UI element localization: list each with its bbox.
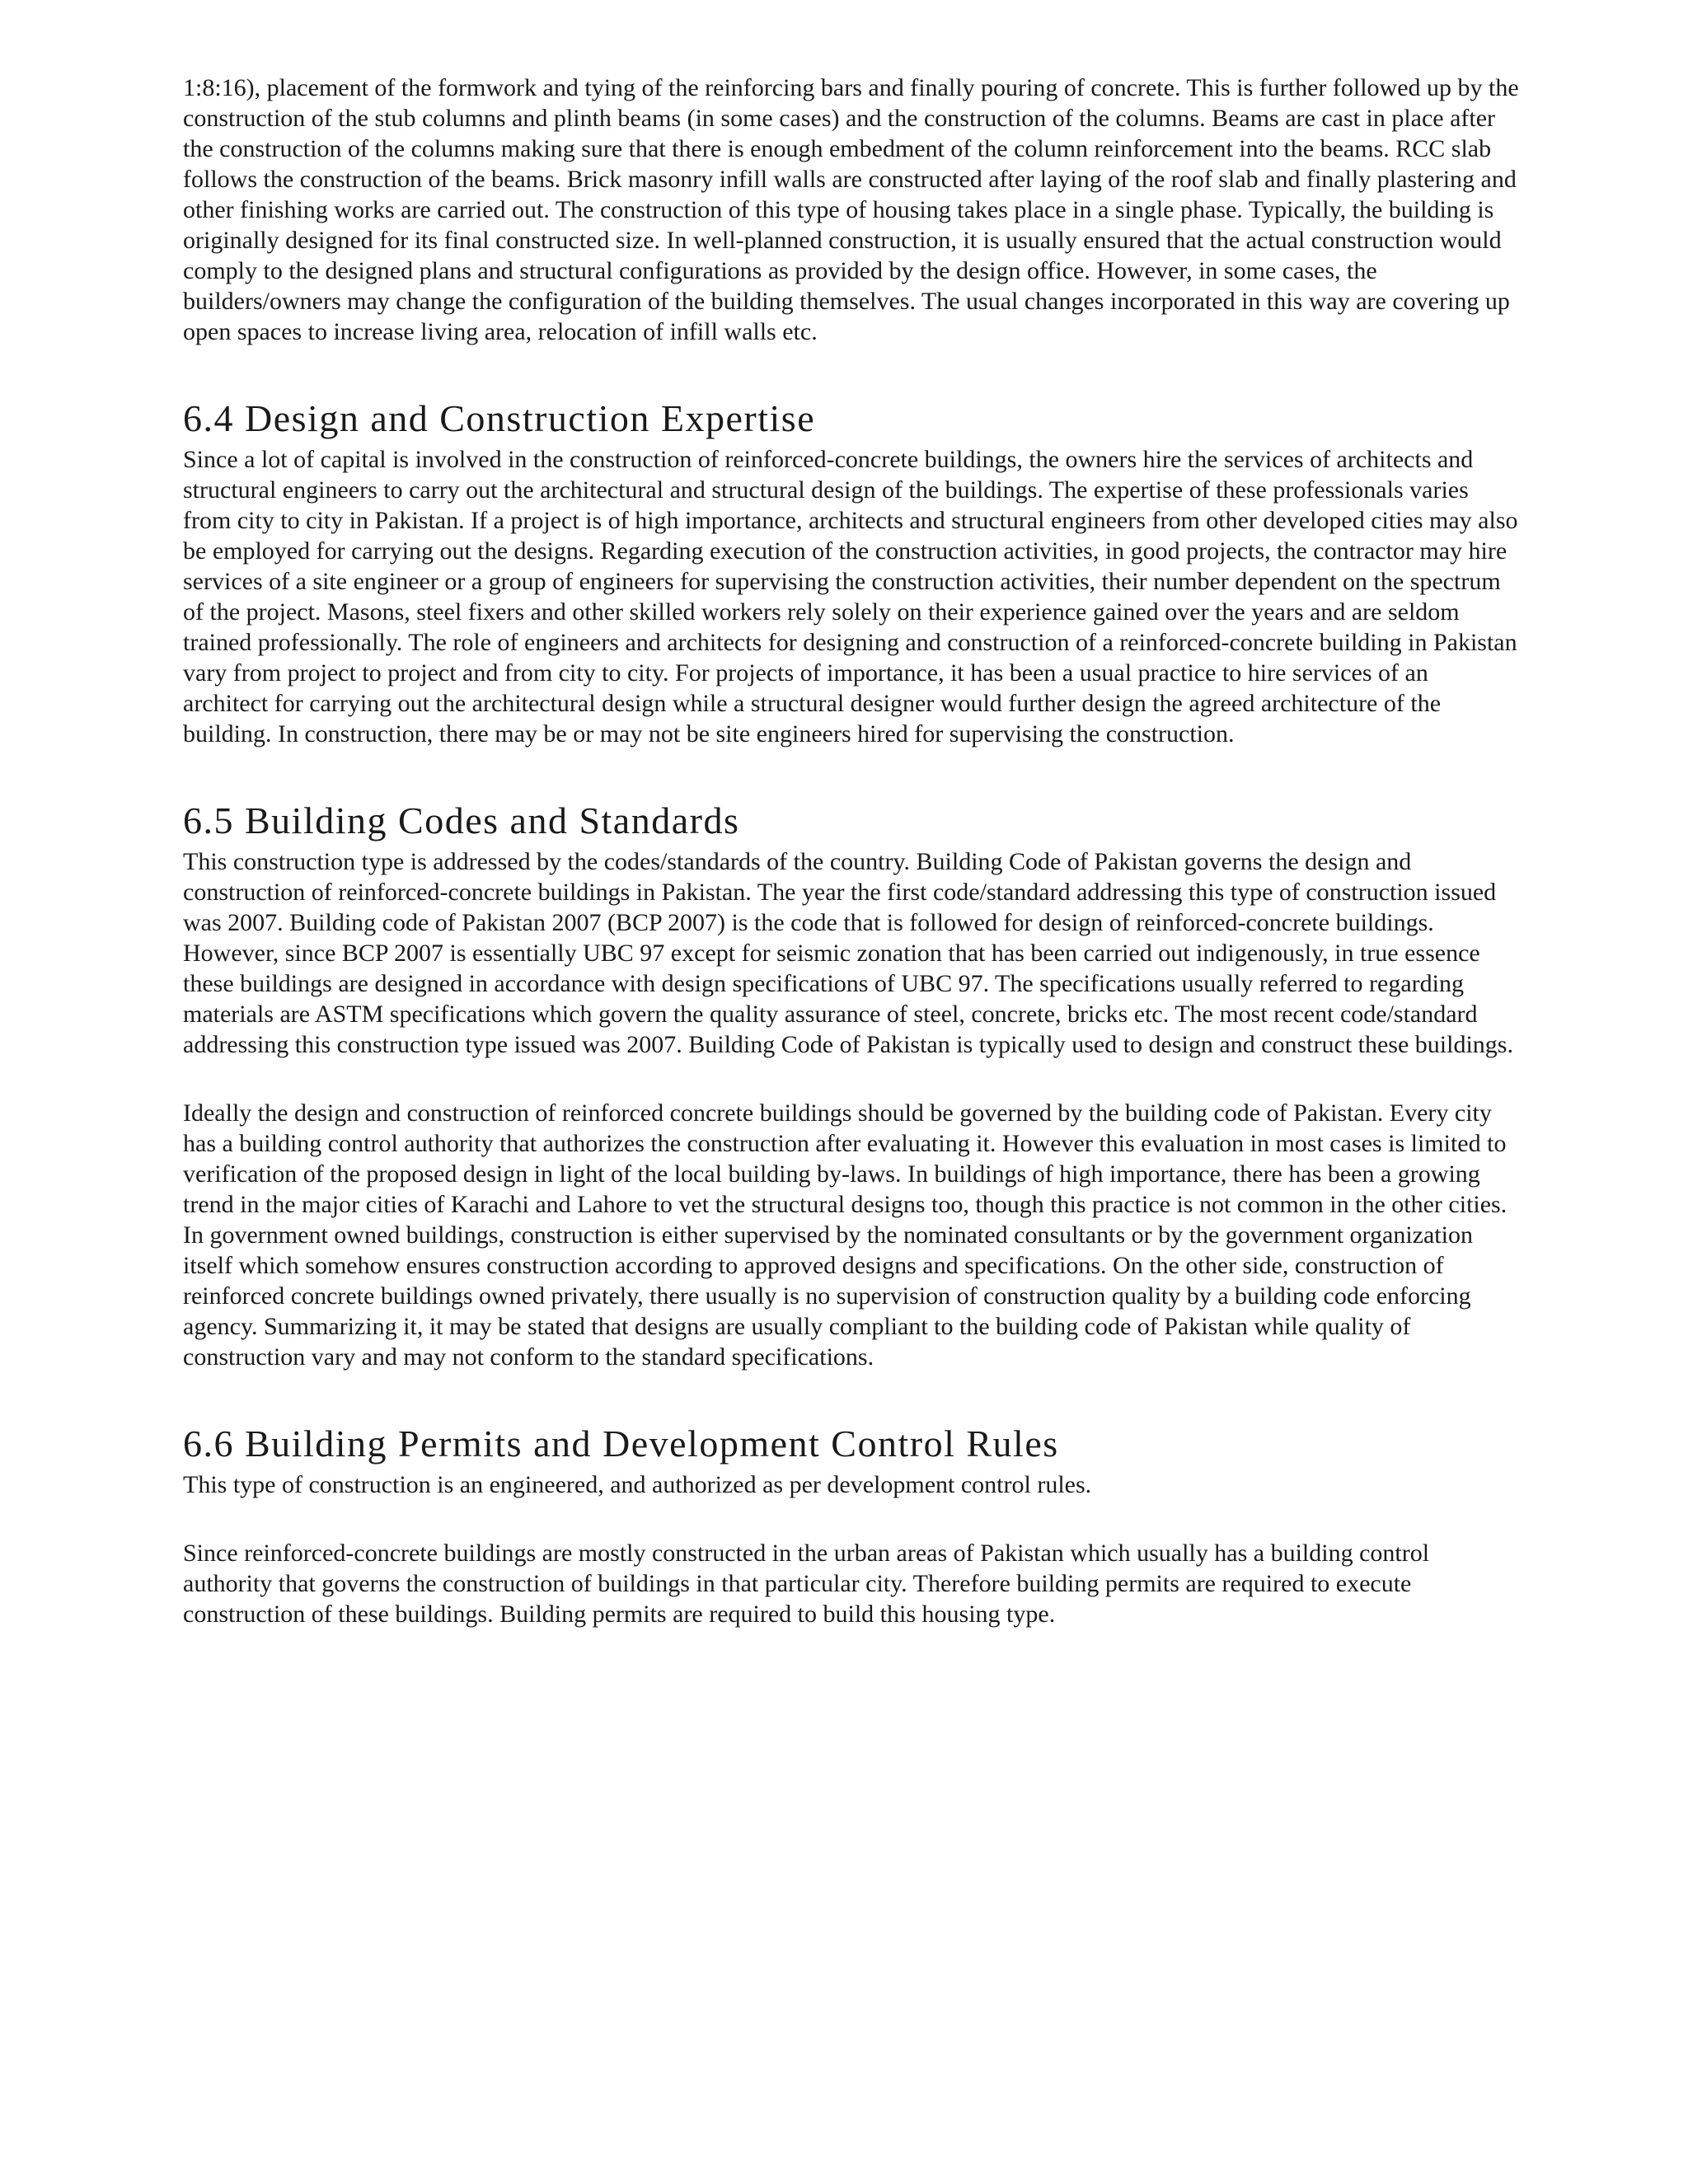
spacer (183, 1060, 1519, 1098)
building-codes-paragraph-2: Ideally the design and construction of reinforced concrete buildings should be governed by the building code of Pakistan. Every city has a building control authority that authorizes the construction after evaluating it. However this evaluation in most cases is limited to verification of the proposed design in light of the local building by-laws. In buildings of high importance, there has been a growing trend in the major cities of Karachi and Lahore to vet the structural designs too, though this practice is not common in the other cities. In government owned buildings, construction is either supervised by the nominated consultants or by the government organization itself which somehow ensures construction according to approved designs and specifications. On the other side, construction of reinforced concrete buildings owned privately, there usually is no supervision of construction quality by a building code enforcing agency. Summarizing it, it may be stated that designs are usually compliant to the building code of Pakistan while quality of construction vary and may not conform to the standard specifications. (183, 1099, 1507, 1371)
spacer (183, 749, 1519, 800)
section-heading-design-expertise: 6.4 Design and Construction Expertise (183, 397, 816, 439)
building-permits-paragraph-1: This type of construction is an engineered, and authorized as per development control rules. (183, 1471, 1092, 1498)
section-heading-building-codes: 6.5 Building Codes and Standards (183, 799, 740, 841)
spacer (183, 1500, 1519, 1538)
section-heading-building-permits: 6.6 Building Permits and Development Control Rules (183, 1422, 1059, 1465)
spacer (183, 347, 1519, 398)
building-codes-paragraph-1: This construction type is addressed by the codes/standards of the country. Building Code of Pakistan governs the design and construction of reinforced-concrete buildings in Pakistan. The year the first code/standard addressing this type of construction issued was 2007. Building code of Pakistan 2007 (BCP 2007) is the code that is followed for design of reinforced-concrete buildings. However, since BCP 2007 is essentially UBC 97 except for seismic zonation that has been carried out indigenously, in true essence these buildings are designed in accordance with design specifications of UBC 97. The specifications usually referred to regarding materials are ASTM specifications which govern the quality assurance of steel, concrete, bricks etc. The most recent code/standard addressing this construction type issued was 2007. Building Code of Pakistan is typically used to design and construct these buildings. (183, 848, 1513, 1058)
intro-paragraph: 1:8:16), placement of the formwork and tying of the reinforcing bars and finally pouring of concrete. This is further followed up by the construction of the stub columns and plinth beams (in some cases) and the construction of the columns. Beams are cast in place after the construction of the columns making sure that there is enough embedment of the column reinforcement into the beams. RCC slab follows the construction of the beams. Brick masonry infill walls are constructed after laying of the roof slab and finally plastering and other finishing works are carried out. The construction of this type of housing takes place in a single phase. Typically, the building is originally designed for its final constructed size. In well-planned construction, it is usually ensured that the actual construction would comply to the designed plans and structural configurations as provided by the design office. However, in some cases, the builders/owners may change the configuration of the building themselves. The usual changes incorporated in this way are covering up open spaces to increase living area, relocation of infill walls etc. (183, 74, 1519, 345)
spacer (183, 1372, 1519, 1423)
design-expertise-paragraph: Since a lot of capital is involved in the construction of reinforced-concrete buildings, the owners hire the services of architects and structural engineers to carry out the architectural and structural design of the buildings. The expertise of these professionals varies from city to city in Pakistan. If a project is of high importance, architects and structural engineers from other developed cities may also be employed for carrying out the designs. Regarding execution of the construction activities, in good projects, the contractor may hire services of a site engineer or a group of engineers for supervising the construction activities, their number dependent on the spectrum of the project. Masons, steel fixers and other skilled workers rely solely on their experience gained over the years and are seldom trained professionally. The role of engineers and architects for designing and construction of a reinforced-concrete building in Pakistan vary from project to project and from city to city. For projects of importance, it has been a usual practice to hire services of an architect for carrying out the architectural design while a structural designer would further design the agreed architecture of the building. In construction, there may be or may not be site engineers hired for supervising the construction. (183, 446, 1518, 748)
building-permits-paragraph-2: Since reinforced-concrete buildings are mostly constructed in the urban areas of Pakistan which usually has a building control authority that governs the construction of buildings in that particular city. Therefore building permits are required to execute construction of these buildings. Building permits are required to build this housing type. (183, 1540, 1430, 1628)
